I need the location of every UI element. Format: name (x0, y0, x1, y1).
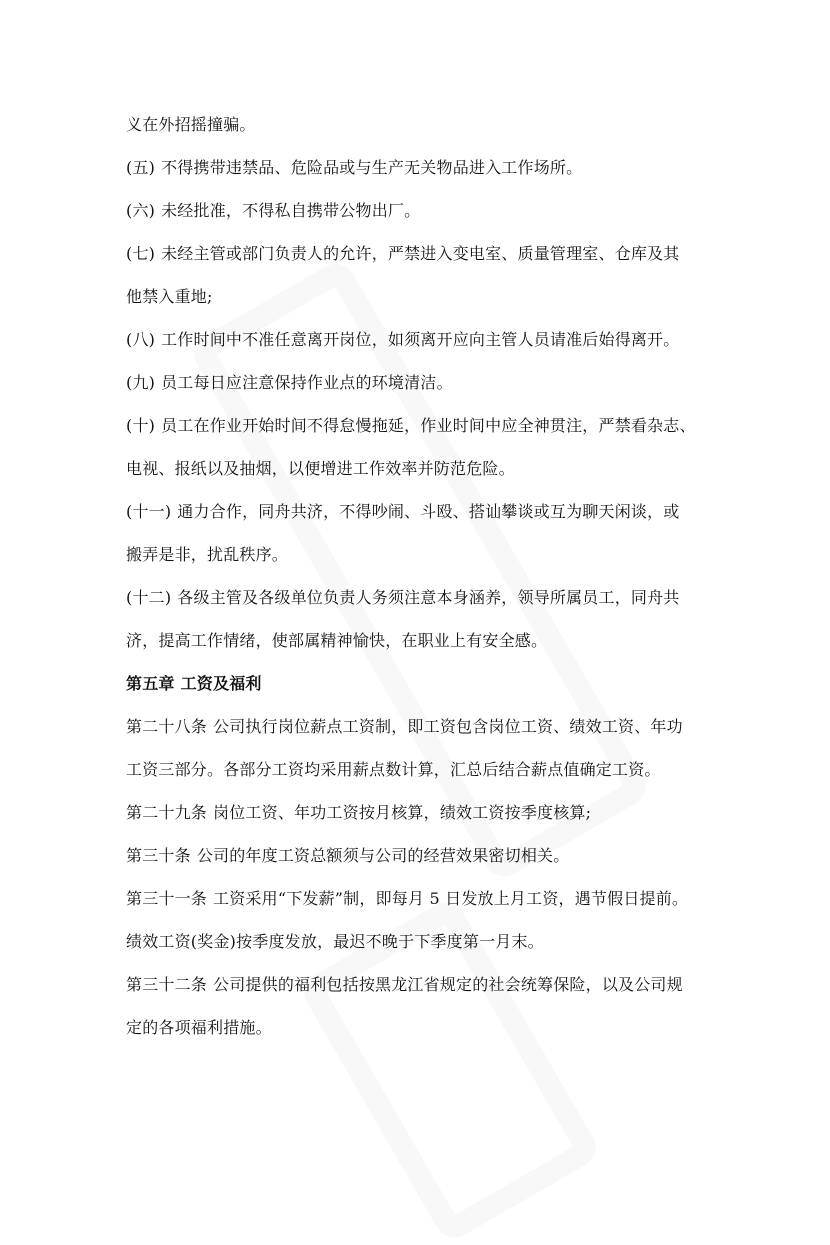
article: 第三十二条 公司提供的福利包括按黑龙江省规定的社会统筹保险，以及公司规 (126, 975, 683, 994)
list-item: (十) 员工在作业开始时间不得怠慢拖延，作业时间中应全神贯注，严禁看杂志、 (126, 416, 696, 435)
item-number: (九) (126, 373, 156, 392)
text-line: 济，提高工作情绪，使部属精神愉快，在职业上有安全感。 (126, 631, 548, 650)
article-number: 第三十条 (126, 846, 191, 865)
item-number: (七) (126, 244, 156, 263)
chapter-title: 工资及福利 (180, 674, 262, 693)
text-line: 电视、报纸以及抽烟，以便增进工作效率并防范危险。 (126, 459, 515, 478)
article-number: 第三十一条 (126, 889, 208, 908)
text-line: 义在外招摇撞骗。 (126, 115, 256, 134)
text-line: 他禁入重地; (126, 287, 213, 306)
list-item: (十一) 通力合作，同舟共济，不得吵闹、斗殴、搭讪攀谈或互为聊天闲谈，或 (126, 502, 680, 521)
list-item: (五) 不得携带违禁品、危险品或与生产无关物品进入工作场所。 (126, 158, 583, 177)
document-body (126, 103, 716, 1049)
chapter-heading (126, 662, 716, 705)
item-number: (十) (126, 416, 156, 435)
chapter-number: 第五章 (126, 674, 175, 693)
text-line: 搬弄是非，扰乱秩序。 (126, 545, 289, 564)
article-number: 第二十九条 (126, 803, 208, 822)
text-line: 工资三部分。各部分工资均采用薪点数计算，汇总后结合薪点值确定工资。 (126, 760, 661, 779)
text-line: 定的各项福利措施。 (126, 1018, 272, 1037)
article: 第三十条 公司的年度工资总额须与公司的经营效果密切相关。 (126, 846, 570, 865)
list-item: (九) 员工每日应注意保持作业点的环境清洁。 (126, 373, 453, 392)
list-item: (十二) 各级主管及各级单位负责人务须注意本身涵养，领导所属员工，同舟共 (126, 588, 680, 607)
article: 第三十一条 工资采用“下发薪”制，即每月 5 日发放上月工资，遇节假日提前。 (126, 889, 689, 908)
article-number: 第二十八条 (126, 717, 208, 736)
list-item: (八) 工作时间中不准任意离开岗位，如须离开应向主管人员请准后始得离开。 (126, 330, 680, 349)
article: 第二十九条 岗位工资、年功工资按月核算，绩效工资按季度核算; (126, 803, 592, 822)
text-line: 绩效工资(奖金)按季度发放，最迟不晚于下季度第一月末。 (126, 932, 544, 951)
item-number: (八) (126, 330, 156, 349)
list-item: (六) 未经批准，不得私自携带公物出厂。 (126, 201, 421, 220)
item-number: (十一) (126, 502, 172, 521)
item-number: (十二) (126, 588, 172, 607)
article-number: 第三十二条 (126, 975, 208, 994)
article: 第二十八条 公司执行岗位薪点工资制，即工资包含岗位工资、绩效工资、年功 (126, 717, 683, 736)
item-number: (六) (126, 201, 156, 220)
list-item: (七) 未经主管或部门负责人的允许，严禁进入变电室、质量管理室、仓库及其 (126, 244, 680, 263)
item-number: (五) (126, 158, 156, 177)
